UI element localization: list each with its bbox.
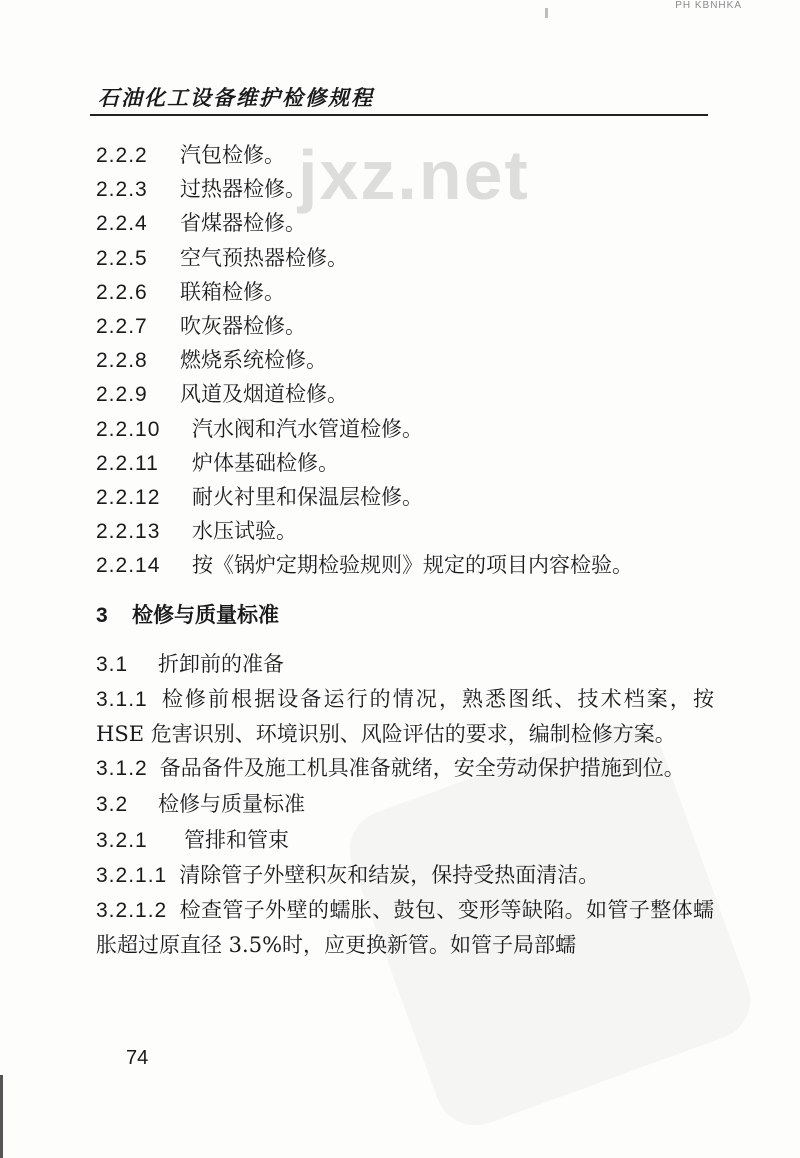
page-number: 74 — [126, 1047, 149, 1069]
list-item: 2.2.8 燃烧系统检修。 — [96, 348, 327, 373]
list-item: 2.2.7 吹灰器检修。 — [96, 313, 306, 338]
paragraph: 3.2.1.2 检查管子外壁的蠕胀、鼓包、变形等缺陷。如管子整体蠕胀超过原直径 3.5%时，应更换新管。如管子局部蠕 — [96, 898, 714, 958]
list-item: 2.2.14 按《锅炉定期检验规则》规定的项目内容检验。 — [96, 553, 633, 578]
body-text — [96, 138, 714, 962]
subsection-heading: 3.1 折卸前的准备 — [96, 652, 284, 677]
paragraph: 3.1.1 检修前根据设备运行的情况，熟悉图纸、技术档案，按 HSE 危害识别、环境识别、风险评估的要求，编制检修方案。 — [96, 687, 714, 747]
running-head: 石油化工设备维护检修规程 — [98, 85, 374, 110]
list-item: 2.2.13 水压试验。 — [96, 519, 297, 544]
list-item: 2.2.9 风道及烟道检修。 — [96, 382, 348, 407]
subsection-heading: 3.2 检修与质量标准 — [96, 792, 305, 817]
list-item: 2.2.11 炉体基础检修。 — [96, 450, 339, 475]
item-list — [96, 138, 714, 582]
paragraph: 3.1.2 备品备件及施工机具准备就绪，安全劳动保护措施到位。 — [96, 756, 685, 781]
scan-mark — [545, 8, 548, 18]
section-heading: 3 检修与质量标准 — [96, 604, 279, 628]
corner-text: PH KBNHKA — [675, 0, 742, 11]
watermark: jxz.net — [298, 136, 530, 214]
list-item: 2.2.10 汽水阀和汽水管道检修。 — [96, 416, 423, 441]
scan-edge — [0, 1075, 3, 1158]
list-item: 2.2.2 汽包检修。 — [96, 143, 285, 167]
paragraph: 3.2.1.1 清除管子外壁积灰和结炭，保持受热面清洁。 — [96, 863, 600, 888]
list-item: 2.2.3 过热器检修。 — [96, 177, 306, 202]
list-item: 2.2.12 耐火衬里和保温层检修。 — [96, 484, 423, 509]
subsection-heading: 3.2.1 管排和管束 — [96, 828, 289, 853]
list-item: 2.2.6 联箱检修。 — [96, 279, 285, 304]
header-rule — [90, 114, 708, 116]
list-item: 2.2.5 空气预热器检修。 — [96, 245, 348, 270]
list-item: 2.2.4 省煤器检修。 — [96, 211, 306, 236]
